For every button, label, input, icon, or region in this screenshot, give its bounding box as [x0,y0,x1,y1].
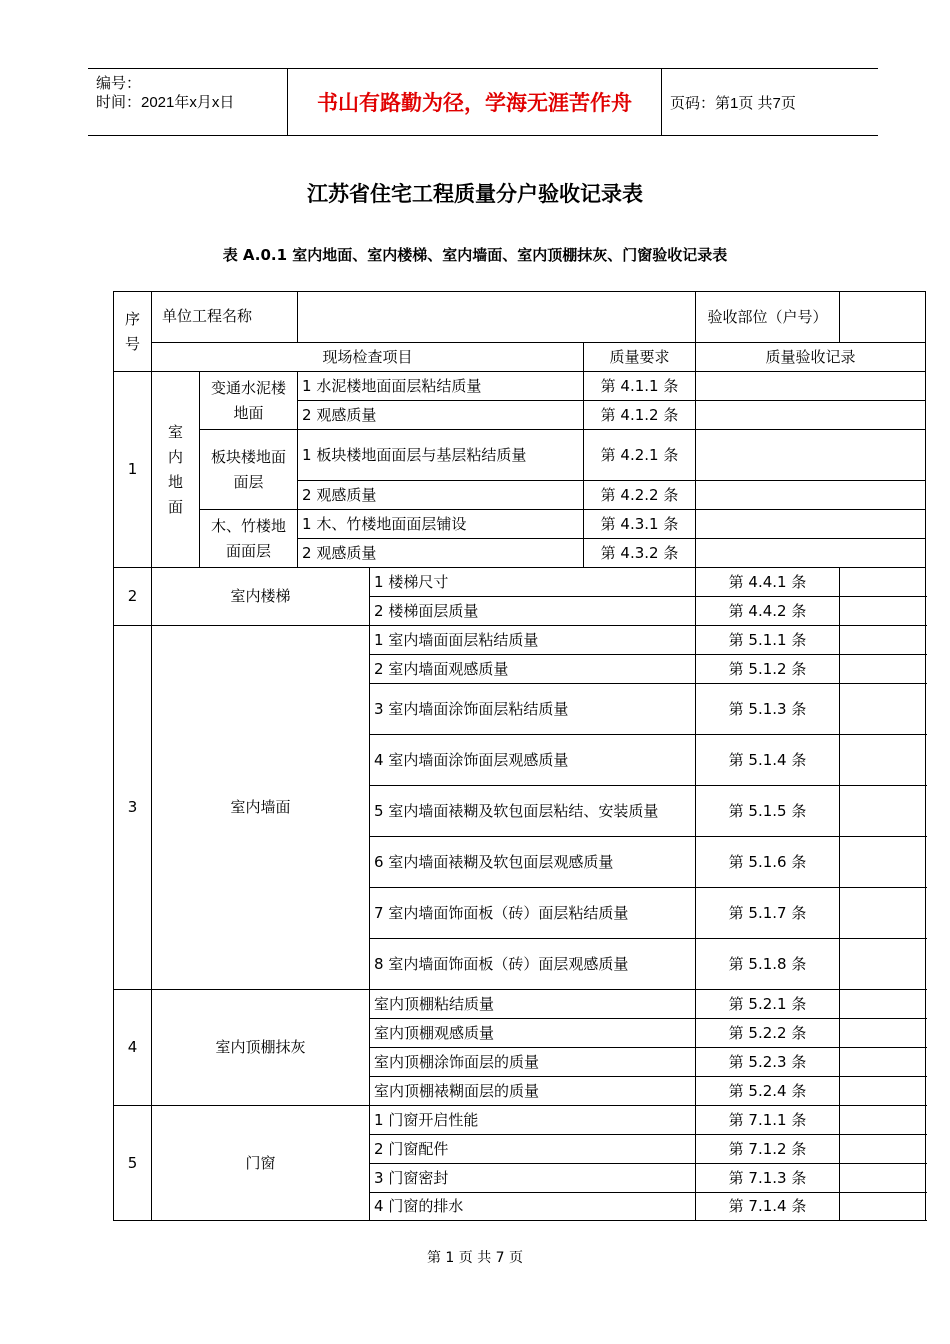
check-item-cell: 6 室内墙面裱糊及软包面层观感质量 [370,837,696,888]
inspect-part-label: 验收部位（户号） [696,292,840,343]
requirement-cell: 第 5.2.2 条 [696,1019,840,1048]
record-cell[interactable] [696,481,926,510]
check-item-cell: 1 楼梯尺寸 [370,568,696,597]
table-row [114,626,926,655]
unit-name-value[interactable] [298,292,696,343]
requirement-cell: 第 5.1.7 条 [696,888,840,939]
category-cell: 室内顶棚抹灰 [152,990,370,1106]
col-requirement-header: 质量要求 [584,343,696,372]
check-item-cell: 室内顶棚涂饰面层的质量 [370,1048,696,1077]
subcategory-cell: 变通水泥楼地面 [200,372,298,430]
record-cell[interactable] [840,655,926,684]
inspection-record-table [113,291,926,1221]
requirement-cell: 第 5.2.1 条 [696,990,840,1019]
check-item-cell: 4 室内墙面涂饰面层观感质量 [370,735,696,786]
requirement-cell: 第 7.1.3 条 [696,1164,840,1193]
check-item-cell: 3 门窗密封 [370,1164,696,1193]
category-cell: 室内墙面 [152,626,370,990]
table-row [114,990,926,1019]
table-row [114,1106,926,1135]
category-cell [152,372,200,568]
seq-cell: 2 [114,568,152,626]
requirement-cell: 第 5.2.4 条 [696,1077,840,1106]
requirement-cell: 第 7.1.1 条 [696,1106,840,1135]
header-page-label: 页码：第1页 共7页 [670,94,796,112]
seq-cell: 3 [114,626,152,990]
requirement-cell: 第 5.1.4 条 [696,735,840,786]
table-row [114,510,926,539]
col-record-header: 质量验收记录 [696,343,926,372]
requirement-cell: 第 5.1.3 条 [696,684,840,735]
check-item-cell: 1 板块楼地面面层与基层粘结质量 [298,430,584,481]
record-cell[interactable] [840,626,926,655]
record-cell[interactable] [840,1164,926,1193]
seq-cell: 5 [114,1106,152,1221]
check-item-cell: 7 室内墙面饰面板（砖）面层粘结质量 [370,888,696,939]
document-title: 江苏省住宅工程质量分户验收记录表 [307,182,643,206]
requirement-cell: 第 5.1.1 条 [696,626,840,655]
check-item-cell: 1 门窗开启性能 [370,1106,696,1135]
record-cell[interactable] [840,837,926,888]
table-subtitle: 表 A.0.1 室内地面、室内楼梯、室内墙面、室内顶棚抹灰、门窗验收记录表 [222,246,728,264]
seq-cell: 1 [114,372,152,568]
subcategory-cell: 木、竹楼地面面层 [200,510,298,568]
requirement-cell: 第 5.1.5 条 [696,786,840,837]
check-item-cell: 2 观感质量 [298,539,584,568]
seq-cell: 4 [114,990,152,1106]
check-item-cell: 室内顶棚粘结质量 [370,990,696,1019]
record-cell[interactable] [840,568,926,597]
record-cell[interactable] [840,597,926,626]
header-motto: 书山有路勤为径，学海无涯苦作舟 [288,69,662,135]
record-cell[interactable] [840,1106,926,1135]
requirement-cell: 第 5.1.8 条 [696,939,840,990]
category-cell: 室内楼梯 [152,568,370,626]
record-cell[interactable] [840,939,926,990]
record-cell[interactable] [696,401,926,430]
check-item-cell: 室内顶棚观感质量 [370,1019,696,1048]
col-items-header: 现场检查项目 [152,343,584,372]
check-item-cell: 2 观感质量 [298,481,584,510]
table-row [114,430,926,481]
requirement-cell: 第 4.4.2 条 [696,597,840,626]
requirement-cell: 第 5.1.6 条 [696,837,840,888]
requirement-cell: 第 4.1.1 条 [584,372,696,401]
check-item-cell: 5 室内墙面裱糊及软包面层粘结、安装质量 [370,786,696,837]
unit-name-label: 单位工程名称 [152,292,298,343]
record-cell[interactable] [840,735,926,786]
record-cell[interactable] [840,888,926,939]
record-cell[interactable] [840,1077,926,1106]
requirement-cell: 第 7.1.4 条 [696,1193,840,1221]
check-item-cell: 室内顶棚裱糊面层的质量 [370,1077,696,1106]
header-meta [88,69,288,135]
table-row [114,372,926,401]
requirement-cell: 第 7.1.2 条 [696,1135,840,1164]
check-item-cell: 1 水泥楼地面面层粘结质量 [298,372,584,401]
number-label: 编号： [96,75,142,92]
page-footer: 第 1 页 共 7 页 [426,1250,524,1266]
time-label: 时间：2021年x月x日 [96,94,235,111]
record-cell[interactable] [696,430,926,481]
record-cell[interactable] [696,510,926,539]
check-item-cell: 2 楼梯面层质量 [370,597,696,626]
record-cell[interactable] [840,1193,926,1221]
check-item-cell: 3 室内墙面涂饰面层粘结质量 [370,684,696,735]
requirement-cell: 第 5.2.3 条 [696,1048,840,1077]
check-item-cell: 2 门窗配件 [370,1135,696,1164]
category-label: 室内地面 [167,422,183,516]
table-row [114,568,926,597]
requirement-cell: 第 4.2.2 条 [584,481,696,510]
record-cell[interactable] [840,684,926,735]
record-cell[interactable] [696,539,926,568]
seq-header-cell [114,292,152,372]
check-item-cell: 1 室内墙面面层粘结质量 [370,626,696,655]
requirement-cell: 第 4.3.2 条 [584,539,696,568]
record-cell[interactable] [840,1048,926,1077]
check-item-cell: 8 室内墙面饰面板（砖）面层观感质量 [370,939,696,990]
check-item-cell: 1 木、竹楼地面面层铺设 [298,510,584,539]
requirement-cell: 第 4.4.1 条 [696,568,840,597]
record-cell[interactable] [840,990,926,1019]
check-item-cell: 2 室内墙面观感质量 [370,655,696,684]
inspect-part-value[interactable] [840,292,926,343]
check-item-cell: 4 门窗的排水 [370,1193,696,1221]
seq-header: 序号 [124,309,140,353]
document-header [88,68,878,136]
record-cell[interactable] [840,1135,926,1164]
record-cell[interactable] [696,372,926,401]
requirement-cell: 第 4.1.2 条 [584,401,696,430]
requirement-cell: 第 4.2.1 条 [584,430,696,481]
record-cell[interactable] [840,1019,926,1048]
category-cell: 门窗 [152,1106,370,1221]
record-cell[interactable] [840,786,926,837]
subcategory-cell: 板块楼地面面层 [200,430,298,510]
requirement-cell: 第 5.1.2 条 [696,655,840,684]
check-item-cell: 2 观感质量 [298,401,584,430]
requirement-cell: 第 4.3.1 条 [584,510,696,539]
